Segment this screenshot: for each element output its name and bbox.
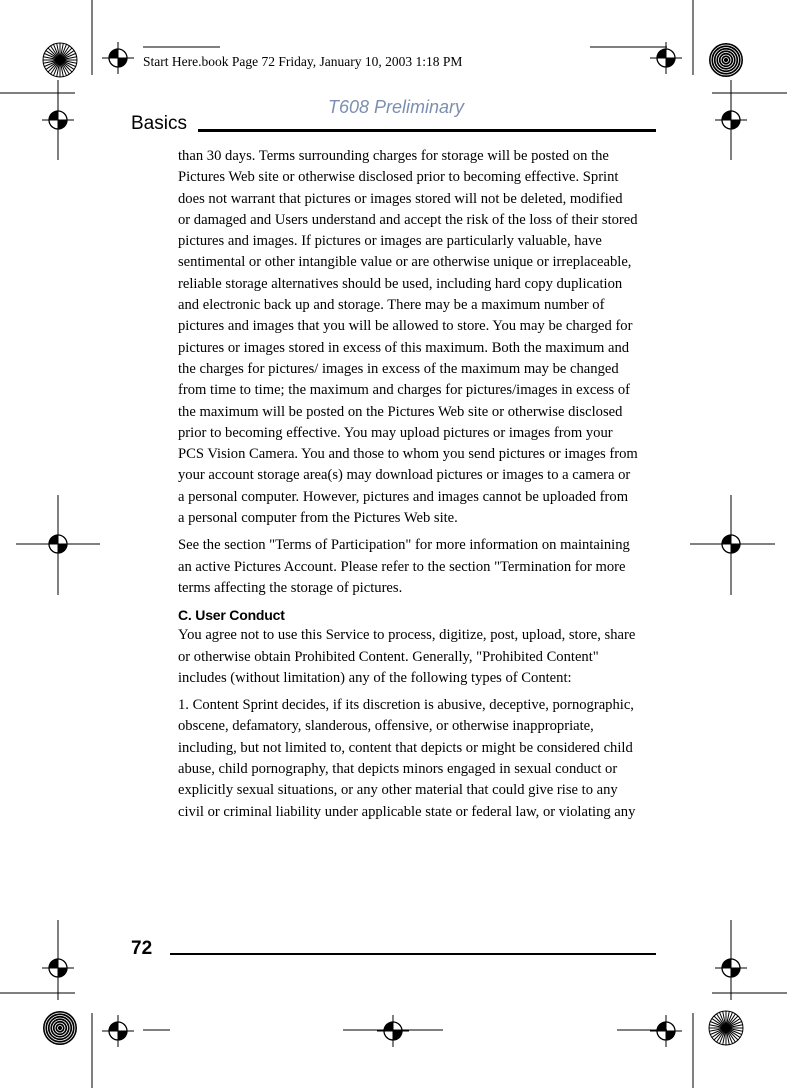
footer-rule — [170, 953, 656, 955]
body-paragraph: 1. Content Sprint decides, if its discretion is abusive, deceptive, pornographic, obscene, defamatory, slanderous, offensive, or otherwise inappropriate, including, but not limited to, content that depicts or might be considered child abuse, child pornography, that depicts minors engaged in sexual conduct or explicitly sexual situations, or any other material that could give rise to any civil or criminal liability under applicable state or federal law, or violating any — [178, 697, 636, 820]
page-number: 72 — [131, 938, 153, 959]
body-paragraph: You agree not to use this Service to process, digitize, post, upload, store, share or otherwise obtain Prohibited Content. Generally, "Prohibited Content" includes (without limitation) any of the following types of Content: — [178, 627, 636, 686]
preliminary-watermark: T608 Preliminary — [328, 97, 465, 117]
body-paragraph: See the section "Terms of Participation" for more information on maintaining an active Pictures Account. Please refer to the section "Termination for more terms affecting the storage of pictures. — [178, 537, 630, 596]
section-heading-user-conduct: C. User Conduct — [178, 607, 285, 624]
body-paragraph: than 30 days. Terms surrounding charges for storage will be posted on the Pictures Web site or otherwise disclosed prior to becoming effective. Sprint does not warrant that pictures or images stored will not be deleted, modified or damaged and Users understand and accept the risk of the loss of their stored pictures and images. If pictures or images are particularly valuable, have sentimental or other intangible value or are otherwise unique or irreplaceable, reliable storage alternatives should be used, including hard copy duplication and electronic back up and storage. There may be a maximum number of pictures and images that you will be allowed to store. You may be charged for pictures or images stored in excess of this maximum. Both the maximum and the charges for pictures/ images in excess of the maximum may be changed from time to time; the maximum and charges for pictures/images in excess of the maximum will be posted on the Pictures Web site or otherwise disclosed prior to becoming effective. You may upload pictures or images from your PCS Vision Camera. You and those to whom you send pictures or images from your account storage area(s) may download pictures or images to a camera or a personal computer. However, pictures and images cannot be uploaded from a personal computer from the Pictures Web site. — [178, 148, 638, 527]
section-label: Basics — [131, 113, 187, 134]
slug-line: Start Here.book Page 72 Friday, January 10, 2003 1:18 PM — [143, 54, 463, 69]
header-rule — [198, 129, 656, 132]
page-content — [178, 146, 638, 829]
